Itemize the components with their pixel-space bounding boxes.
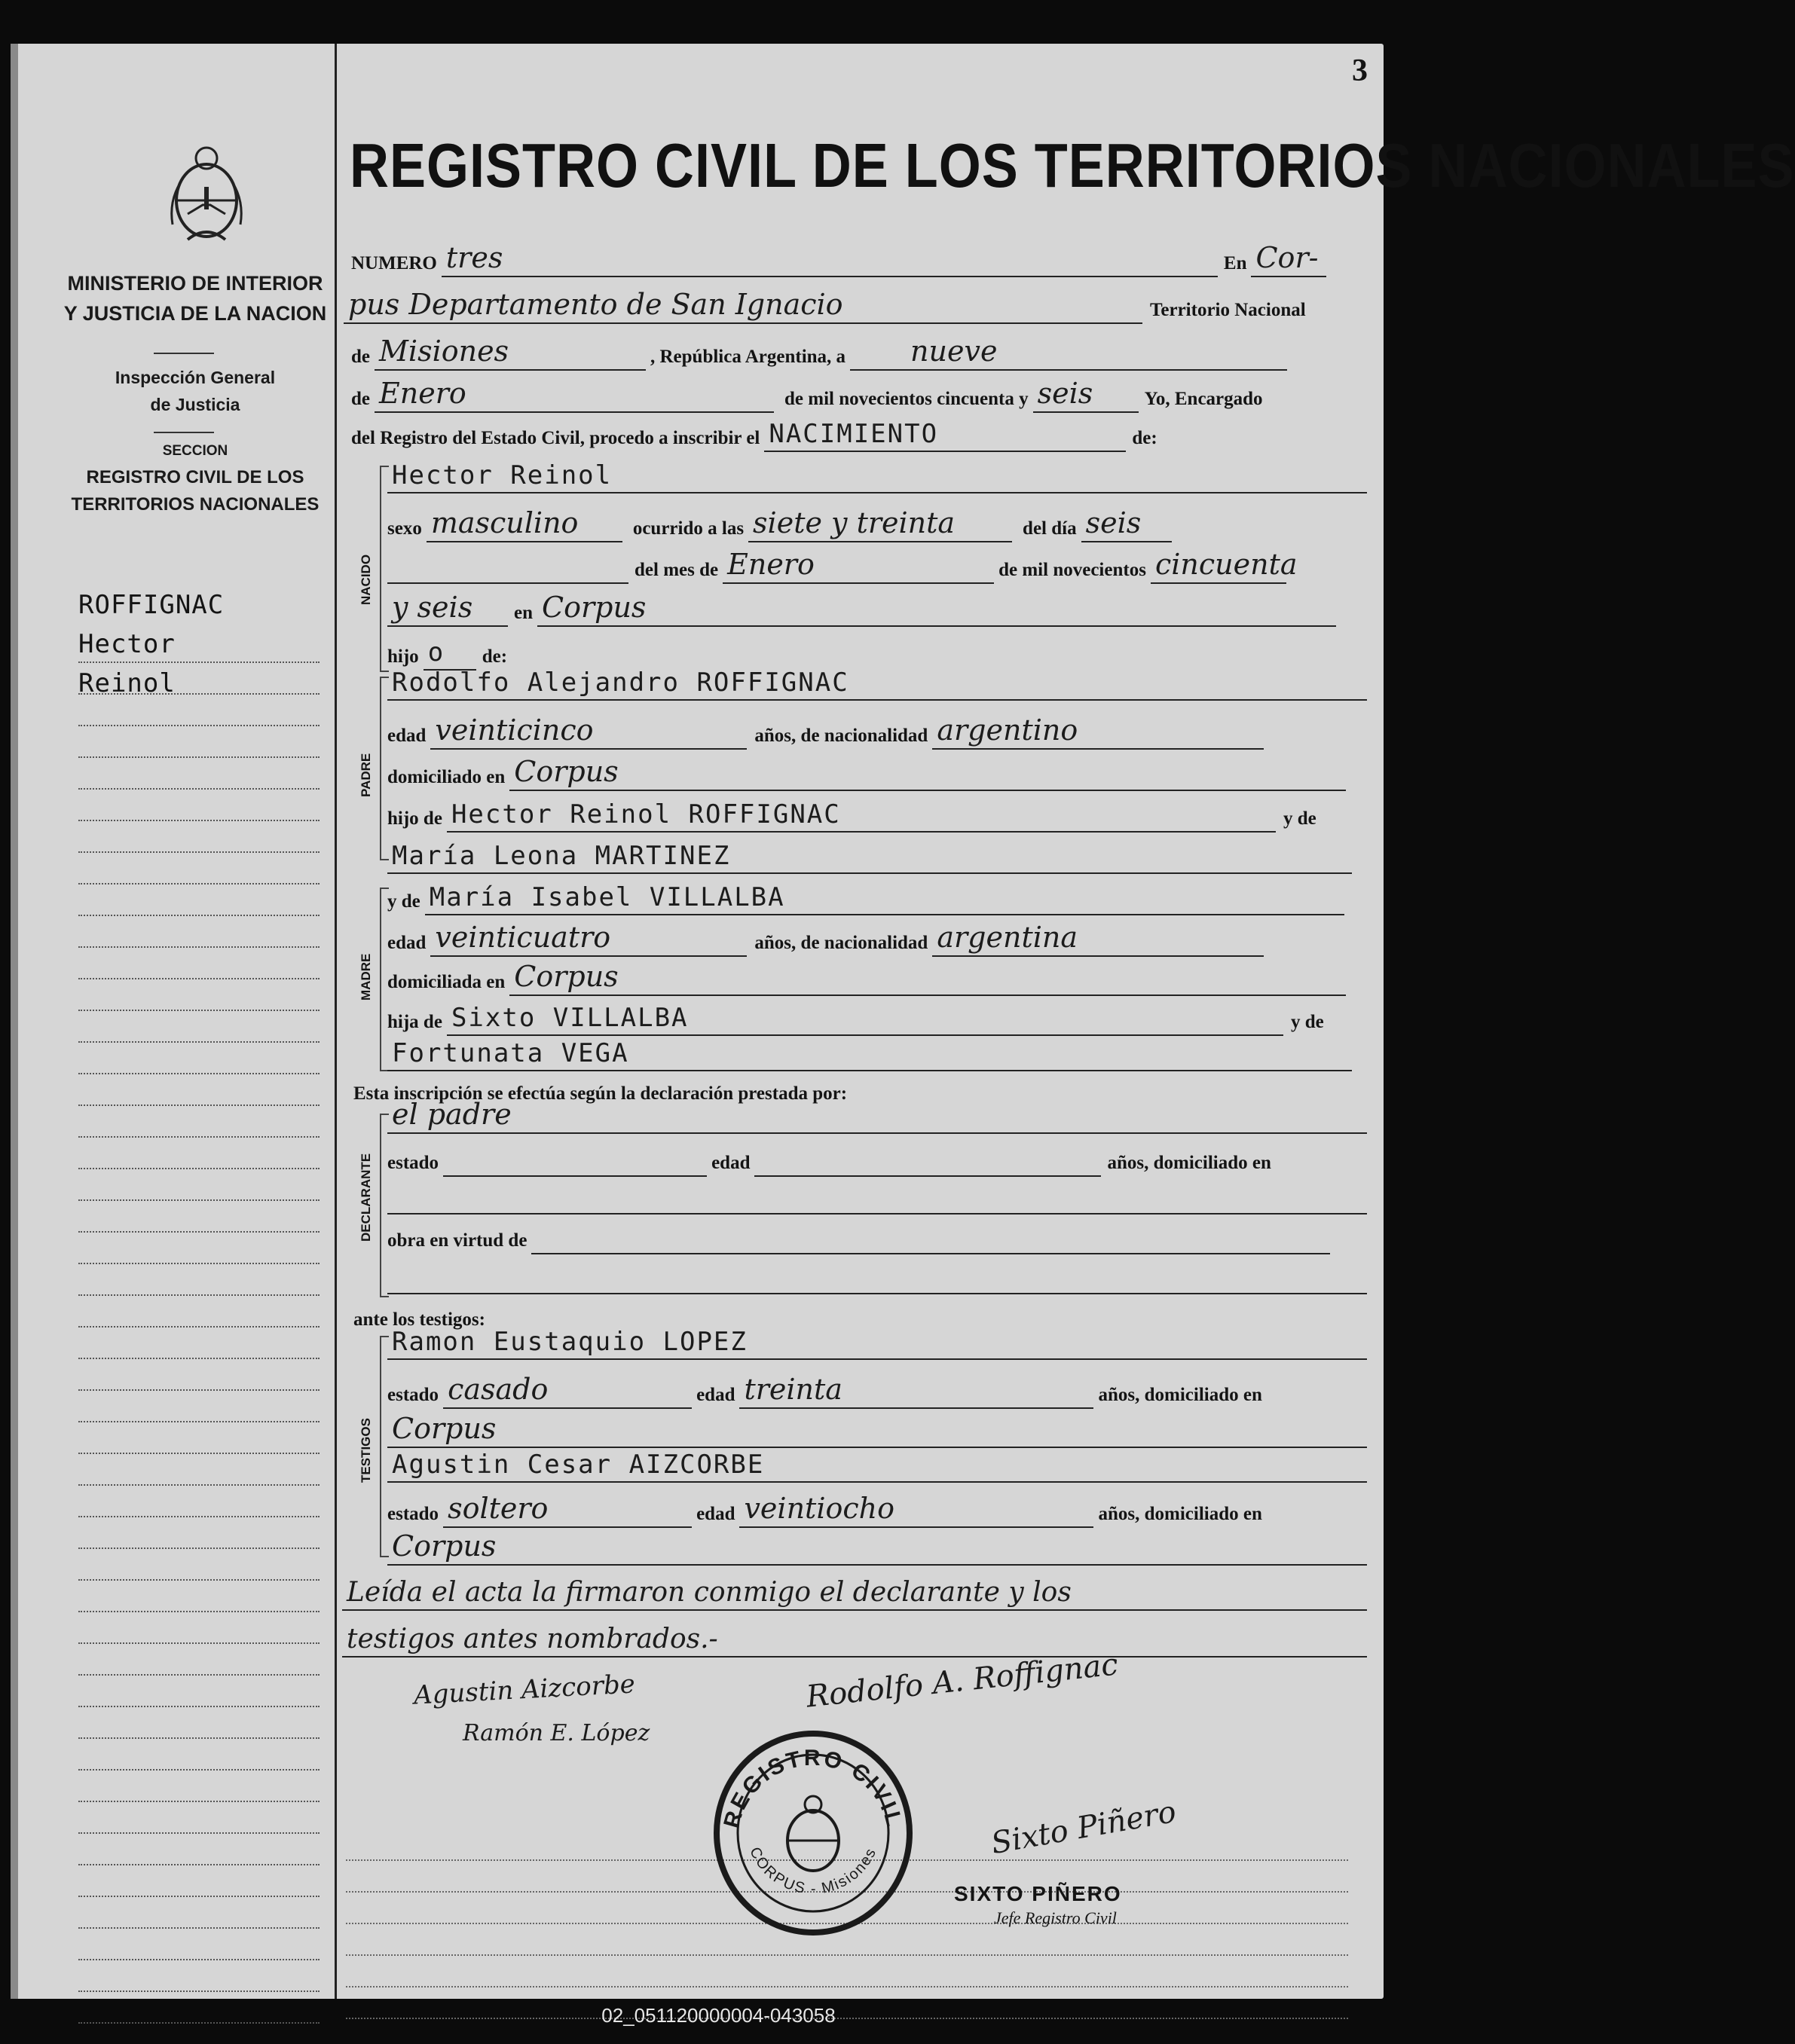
madre-nacionalidad-value: argentina [937, 921, 1078, 954]
territorio-label: Territorio Nacional [1150, 300, 1306, 320]
declarante-por-row [387, 1098, 1367, 1134]
mil-novecientos-label: de mil novecientos cincuenta y [784, 389, 1029, 409]
margin-given-name-2: Reinol [78, 668, 176, 698]
edad-label: edad [696, 1504, 735, 1524]
testigos-label: TESTIGOS [359, 1418, 373, 1483]
mes-nac-row [387, 548, 1367, 584]
anio-nac-value-2: y seis [392, 591, 473, 624]
hora-value: siete y treinta [753, 506, 956, 539]
domiciliado-label: domiciliado en [387, 767, 506, 787]
cierre-line-1 [342, 1579, 1375, 1611]
madre-padre-value: Sixto VILLALBA [451, 1003, 689, 1033]
y-de-label: y de [387, 891, 420, 912]
y-de-label: y de [1290, 1012, 1324, 1032]
divider [154, 432, 214, 433]
de-colon-label: de: [1132, 428, 1157, 448]
madre-label: MADRE [359, 953, 373, 1001]
del-dia-label: del día [1023, 518, 1077, 539]
declarante-estado-row [387, 1145, 1367, 1177]
date-row [351, 377, 1372, 413]
edad-label: edad [711, 1153, 751, 1173]
anos-domiciliado-label: años, domiciliado en [1098, 1385, 1262, 1405]
anio-nac-value-1: cincuenta [1154, 548, 1298, 581]
testigo2-estado-value: soltero [448, 1492, 549, 1525]
madre-hija-de-row [387, 1004, 1367, 1036]
sexo-value: masculino [430, 506, 579, 539]
numero-row [351, 241, 1372, 277]
margin-given-name-1: Hector [78, 629, 176, 659]
testigo1-edad-value: treinta [744, 1373, 842, 1406]
ante-label: ante los testigos: [353, 1309, 485, 1330]
civil-registry-stamp [708, 1728, 919, 1939]
de-label: de: [482, 646, 508, 667]
left-margin-column [11, 44, 337, 1999]
declarante-label: DECLARANTE [359, 1153, 373, 1242]
padre-nombre-value: Rodolfo Alejandro ROFFIGNAC [392, 668, 849, 698]
dia-value: nueve [910, 335, 998, 368]
madre-edad-row [387, 921, 1367, 957]
stamp-bottom-text: CORPUS - Misiones [746, 1844, 880, 1898]
lugar-nac-value: Corpus [542, 591, 647, 624]
officer-name: SIXTO PIÑERO [954, 1882, 1122, 1905]
argentina-coat-of-arms-icon [165, 142, 248, 247]
padre-domicilio-value: Corpus [514, 755, 619, 788]
divider [154, 353, 214, 354]
madre-domicilio-value: Corpus [514, 960, 619, 993]
hijo-row [387, 639, 689, 671]
testigo1-domicilio-row [387, 1412, 1367, 1448]
margin-notes-lines [78, 631, 320, 2024]
padre-edad-value: veinticinco [435, 713, 594, 747]
republica-label: , República Argentina, a [650, 347, 846, 367]
cierre-text-2: testigos antes nombrados.- [347, 1624, 718, 1654]
testigo1-nombre-row [387, 1328, 1367, 1360]
madre-domicilio-row [387, 960, 1367, 996]
estado-label: estado [387, 1153, 439, 1173]
anos-domiciliado-label: años, domiciliado en [1107, 1153, 1271, 1173]
hijo-suffix: o [427, 637, 445, 668]
en-label: En [1223, 253, 1247, 273]
padre-nombre-row [387, 669, 1367, 701]
testigo1-domicilio-value: Corpus [392, 1412, 497, 1445]
anos-domiciliado-label: años, domiciliado en [1098, 1504, 1262, 1524]
estado-label: estado [387, 1504, 439, 1524]
y-de-label: y de [1283, 808, 1316, 829]
domiciliada-label: domiciliada en [387, 972, 506, 992]
section-name: REGISTRO CIVIL DE LOS TERRITORIOS NACIONALES [71, 467, 320, 515]
witness2-signature: Ramón E. López [463, 1720, 650, 1746]
declarante-domicilio-row [387, 1183, 1367, 1214]
estado-label: estado [387, 1385, 439, 1405]
act-row [351, 420, 1372, 452]
image-id-footer: 02_051120000004-043058 [601, 2004, 836, 2027]
numero-label: NUMERO [351, 253, 437, 273]
officer-title: Jefe Registro Civil [994, 1908, 1117, 1927]
page-number: 3 [1352, 53, 1368, 88]
cierre-line-2 [342, 1626, 1375, 1658]
edad-label: edad [387, 933, 427, 953]
margin-surname: ROFFIGNAC [78, 590, 225, 620]
en-value: Cor- [1255, 241, 1319, 274]
anio-value: seis [1037, 377, 1093, 410]
sexo-label: sexo [387, 518, 422, 539]
anos-nacionalidad-label: años, de nacionalidad [754, 933, 928, 953]
padre-label: PADRE [359, 753, 373, 797]
testigo2-nombre-row [387, 1451, 1367, 1483]
document-title: REGISTRO CIVIL DE LOS TERRITORIOS NACIONALES [350, 131, 1795, 201]
madre-madre-value: Fortunata VEGA [392, 1038, 629, 1068]
de-label: de [351, 389, 370, 409]
witness1-signature: Agustin Aizcorbe [413, 1669, 636, 1711]
testigo1-estado-row [387, 1373, 1367, 1409]
lugar-nac-row [387, 591, 1367, 627]
territorio-value: Misiones [379, 335, 509, 368]
inspection-name: Inspección General de Justicia [115, 368, 276, 414]
mes-value: Enero [379, 377, 466, 410]
place-row [344, 288, 1372, 324]
testigo2-nombre-value: Agustin Cesar AIZCORBE [392, 1450, 765, 1480]
madre-edad-value: veinticuatro [435, 921, 611, 954]
yo-encargado-label: Yo, Encargado [1144, 389, 1263, 409]
declaracion-label: Esta inscripción se efectúa según la declaración prestada por: [353, 1083, 848, 1104]
obra-row [387, 1223, 1367, 1254]
madre-madre-row [387, 1040, 1367, 1071]
padre-madre-value: María Leona MARTINEZ [392, 841, 731, 871]
del-registro-label: del Registro del Estado Civil, procedo a inscribir el [351, 428, 760, 448]
testigo2-edad-value: veintiocho [744, 1492, 894, 1525]
declarant-signature: Rodolfo A. Roffignac [804, 1647, 1120, 1715]
en-lugar-label: en [514, 603, 533, 623]
numero-value: tres [445, 241, 503, 274]
ocurrido-label: ocurrido a las [632, 518, 745, 539]
padre-padre-value: Hector Reinol ROFFIGNAC [451, 799, 841, 830]
testigo1-estado-value: casado [448, 1373, 549, 1406]
padre-hijo-de-row [387, 801, 1367, 833]
document-page [11, 44, 1795, 1999]
padre-domicilio-row [387, 755, 1367, 791]
obra-label: obra en virtud de [387, 1230, 527, 1251]
cierre-text-1: Leída el acta la firmaron conmigo el declarante y los [347, 1577, 1072, 1608]
testigo2-estado-row [387, 1492, 1367, 1528]
edad-label: edad [696, 1385, 735, 1405]
nombre-value: Hector Reinol [392, 460, 613, 490]
del-mes-label: del mes de [635, 560, 719, 580]
de-label: de [351, 347, 370, 367]
dia-nac-value: seis [1085, 506, 1142, 539]
testigo2-domicilio-row [387, 1529, 1367, 1566]
stamp-top-text: REGISTRO CIVIL [719, 1746, 907, 1831]
testigo1-nombre-value: Ramon Eustaquio LOPEZ [392, 1327, 748, 1357]
padre-nacionalidad-value: argentino [937, 713, 1078, 747]
section-label: SECCION [162, 443, 228, 459]
nombre-row [387, 462, 1367, 493]
mes-nac-value: Enero [727, 548, 815, 581]
place-value: pus Departamento de San Ignacio [348, 288, 843, 321]
padre-edad-row [387, 713, 1367, 750]
madre-nombre-row [387, 884, 1367, 915]
declarante-value: el padre [392, 1098, 512, 1131]
sexo-row [387, 506, 1367, 542]
testigo2-domicilio-value: Corpus [392, 1529, 497, 1563]
nacido-label: NACIDO [359, 554, 373, 605]
territory-row [351, 335, 1372, 371]
hija-de-label: hija de [387, 1012, 442, 1032]
hijo-label: hijo [387, 646, 419, 667]
officer-signature: Sixto Piñero [988, 1794, 1179, 1862]
obra-line-2 [387, 1263, 1367, 1294]
hijo-de-label: hijo de [387, 808, 442, 829]
anos-nacionalidad-label: años, de nacionalidad [754, 726, 928, 746]
ministry-name: MINISTERIO DE INTERIOR Y JUSTICIA DE LA NACION [63, 272, 327, 325]
padre-madre-row [387, 842, 1367, 874]
mil-novecientos-nac-label: de mil novecientos [998, 560, 1146, 580]
edad-label: edad [387, 726, 427, 746]
madre-nombre-value: María Isabel VILLALBA [429, 882, 785, 912]
acto-value: NACIMIENTO [769, 419, 939, 449]
